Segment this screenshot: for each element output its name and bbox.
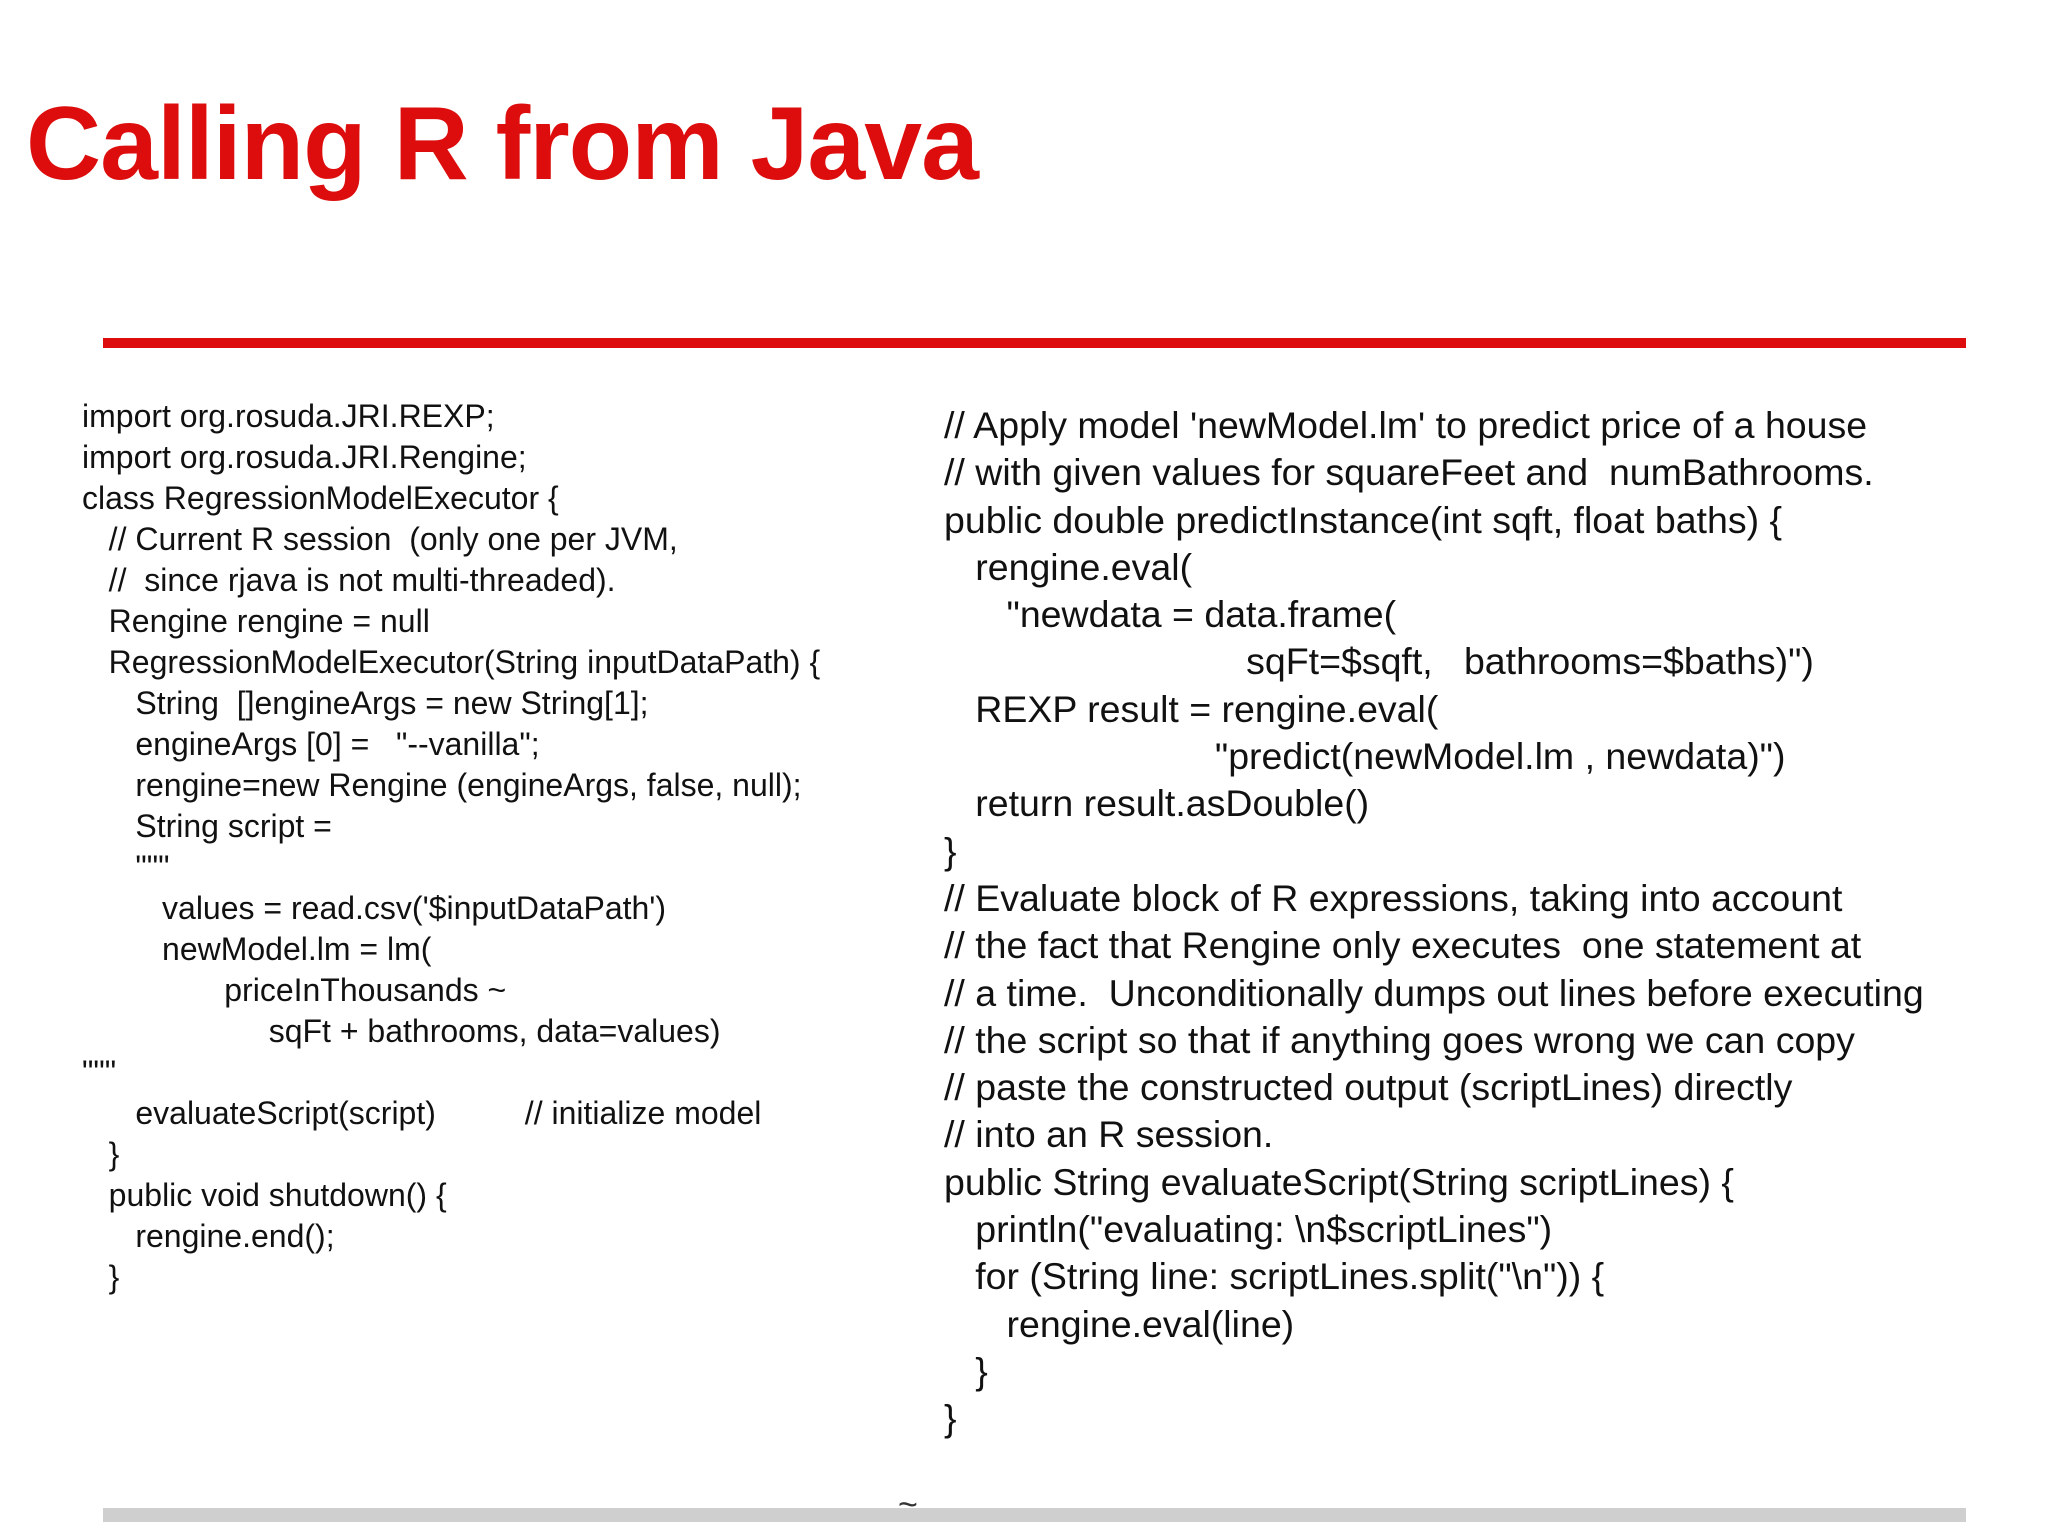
code-line: } [82, 1259, 120, 1295]
code-line: String script = [82, 808, 332, 844]
code-line: for (String line: scriptLines.split("\n")) { [944, 1255, 1605, 1298]
code-line: String []engineArgs = new String[1]; [82, 685, 649, 721]
code-line: rengine=new Rengine (engineArgs, false, null); [82, 767, 802, 803]
code-line: } [944, 1349, 988, 1392]
code-line: return result.asDouble() [944, 782, 1370, 825]
code-line: } [944, 1397, 957, 1440]
code-line: "newdata = data.frame( [944, 593, 1397, 636]
code-line: values = read.csv('$inputDataPath') [82, 890, 667, 926]
code-line: engineArgs [0] = "--vanilla"; [82, 726, 540, 762]
code-line: evaluateScript(script) // initialize model [82, 1095, 762, 1131]
code-line: } [944, 829, 957, 872]
code-line: """ [82, 849, 170, 885]
code-line: newModel.lm = lm( [82, 931, 432, 967]
code-line: public double predictInstance(int sqft, float baths) { [944, 498, 1783, 541]
code-line: sqFt=$sqft, bathrooms=$baths)") [944, 640, 1814, 683]
code-line: """ [82, 1054, 117, 1090]
code-line: // Apply model 'newModel.lm' to predict price of a house [944, 404, 1868, 446]
code-line: // Current R session (only one per JVM, [82, 521, 678, 557]
code-line: // Evaluate block of R expressions, taking into account [944, 876, 1843, 919]
bottom-scroll-bar [103, 1508, 1966, 1522]
code-line: // since rjava is not multi-threaded). [82, 562, 616, 598]
code-line: rengine.end(); [82, 1218, 335, 1254]
code-line: // the fact that Rengine only executes one statement at [944, 924, 1862, 967]
code-line: class RegressionModelExecutor { [82, 480, 559, 516]
code-line: priceInThousands ~ [82, 972, 507, 1008]
code-line: } [82, 1136, 120, 1172]
code-line: rengine.eval(line) [944, 1302, 1295, 1345]
code-line: RegressionModelExecutor(String inputDataPath) { [82, 644, 821, 680]
left-code-block [82, 396, 820, 1298]
code-line: // paste the constructed output (scriptLines) directly [944, 1066, 1793, 1109]
slide-title: Calling R from Java [26, 86, 978, 202]
right-code-block [944, 402, 1924, 1443]
code-line: public void shutdown() { [82, 1177, 447, 1213]
code-line: REXP result = rengine.eval( [944, 687, 1439, 730]
code-line: // a time. Unconditionally dumps out lines before executing [944, 971, 1924, 1014]
title-underline-rule [103, 338, 1966, 348]
code-line: import org.rosuda.JRI.REXP; [82, 398, 495, 434]
code-line: Rengine rengine = null [82, 603, 430, 639]
code-line: // into an R session. [944, 1113, 1274, 1156]
footer-tilde-mark: ~ [898, 1486, 918, 1524]
code-line: sqFt + bathrooms, data=values) [82, 1013, 721, 1049]
code-line: import org.rosuda.JRI.Rengine; [82, 439, 527, 475]
code-line: public String evaluateScript(String scriptLines) { [944, 1160, 1734, 1203]
code-line: rengine.eval( [944, 545, 1193, 588]
code-line: // with given values for squareFeet and numBathrooms. [944, 451, 1874, 494]
code-line: // the script so that if anything goes wrong we can copy [944, 1018, 1855, 1061]
code-line: "predict(newModel.lm , newdata)") [944, 735, 1786, 778]
code-line: println("evaluating: \n$scriptLines") [944, 1208, 1553, 1251]
